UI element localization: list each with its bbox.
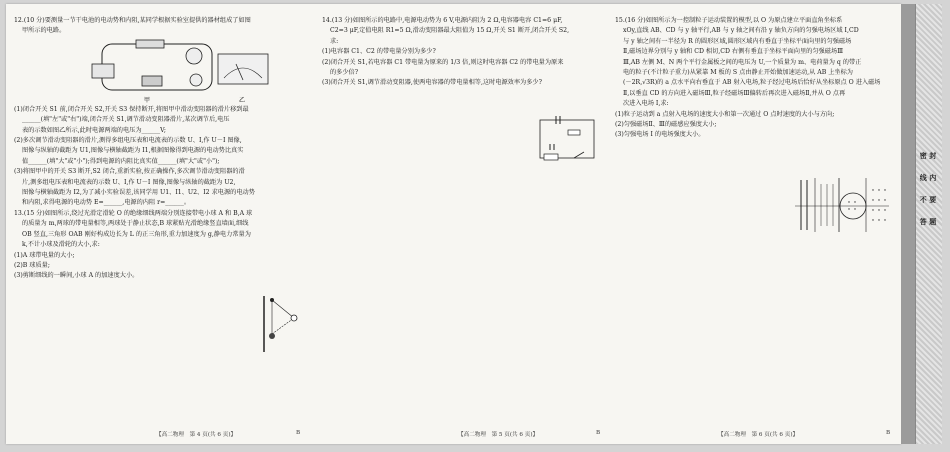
seal-line-label: 密 封 线 内 不 要 答 题 [919,151,937,226]
q13-line: OB 竖直,三角形 OAB 刚好构成边长为 L 的正三角形,重力加速度为 g,静电力常量为 [22,230,251,238]
q14-line: (1)电容器 C1、C2 的带电量分别为多少? [322,48,436,56]
q15-line: Ⅲ,AB 左侧 M、N 两个平行金属板之间的电压为 U,一个质量为 m、电荷量为 q 的带正 [623,58,862,66]
q14-line: 的多少倍? [330,69,359,77]
binding-shadow [901,4,915,444]
page-footer: 【高二物理 第 6 页(共 6 页)】 [718,432,799,438]
q15-line: (2)匀强磁场Ⅱ、Ⅲ的磁感应强度大小; [615,121,717,129]
q13-line: 13.(15 分)如图所示,绕过光滑定滑轮 O 的绝缘细线两端分别连接带电小球 A 和 B,A 球 [14,209,253,217]
q15-line: Ⅱ,磁场边界分别与 y 轴和 CD 相切,CD 右侧有垂直于坐标平面向里的匀强磁场Ⅲ [623,48,844,56]
paper-code: B [296,430,301,436]
page-footer: 【高二物理 第 4 页(共 6 页)】 [156,432,237,438]
q13-line: (3)剪断细线的一瞬间,小球 A 的加速度大小。 [14,272,139,280]
q12-part: 表的示数如图乙所示,此时电源两端的电压为______V; [22,126,167,134]
q14-line: 14.(13 分)如图所示的电路中,电源电动势为 6 V,电源内阻为 2 Ω,电容器电容 C1=6 μF, [322,17,563,24]
q15-line: xOy,直线 AB、CD 与 y 轴平行,AB 与 y 轴之间有沿 y 轴负方向的匀强电场区域 I,CD [623,27,859,35]
field-figure-q15 [791,176,891,234]
q12-part: (2)多次调节滑动变阻器的滑片,测得多组电压表和电流表的示数 U、I,作 U－I 图像, [14,137,242,145]
q12-part: 值______(填"大"或"小");得到电源的内阻比真实值______(填"大"或"小"); [22,157,220,165]
q15-line: (1)粒子运动到 a 点射入电场的速度大小和第一次通过 O 点时速度的大小与方向; [615,110,835,118]
q14-line: (2)闭合开关 S1,若电容器 C1 带电量为原来的 1/3 倍,则这时电容器 C2 的带电量为原来 [322,58,564,66]
q15-line: 15.(16 分)如图所示为一控制粒子运动装置的模型,以 O 为原点建立平面直角坐标系 [615,17,843,24]
q13-line: (2)B 球质量; [14,261,50,269]
q15-line: 次进入电场 I,求: [623,100,669,108]
pulley-figure-q13 [254,294,304,354]
q15-line: (3)匀强电场 I 的电场强度大小。 [615,131,705,139]
q12-part: 和内阻,求得电源的电动势 E=______,电源的内阻 r=______。 [22,199,191,207]
q12-line: 12.(10 分)要测量一节干电池的电动势和内阻,某同学根据实验室提供的器材组成了如图 [14,17,251,24]
q13-line: (1)A 球带电量的大小; [14,251,75,259]
q12-part: (3)将图甲中的开关 S3 断开,S2 闭合,重新实验,按正确操作,多次调节滑动变阻器的滑 [14,168,245,176]
q14-line: C2=3 μF,定值电阻 R1=5 Ω,滑动变阻器最大阻值为 15 Ω,开关 S1 断开,闭合开关 S2, [330,27,570,35]
paper-code: B [596,430,601,436]
fig-label-yi: 乙 [239,97,246,104]
q14-line: (3)闭合开关 S1,调节滑动变阻器,使两电容器的带电量相等,这时电源效率为多少? [322,79,542,87]
q15-line: (－2R,√3R)的 a 点水平向右垂直于 AB 射入电场,粒子经过电场后恰好从坐标原点 O 进入磁场 [623,79,881,87]
q12-part: (1)闭合开关 S1 前,闭合开关 S2,开关 S3 保持断开,将图甲中滑动变阻器的滑片移到最 [14,105,249,113]
q12-part: ______(填"左"或"右")端,闭合开关 S1,调节滑动变阻器滑片,某次调节后,电压 [22,116,230,124]
circuit-figure-q12 [86,38,276,108]
column-page-6 [615,16,895,141]
q13-line: 的质量为 m,两球的带电量相等,两球处于静止状态,B 球紧贴光滑绝缘竖直墙面,细线 [22,220,249,228]
q15-line: 与 y 轴之间有一半径为 R 的圆形区域,圆形区域内有垂直于坐标平面向里的匀强磁场 [623,37,852,45]
fig-label-jia: 甲 [144,97,151,104]
q15-line: Ⅱ,以垂直 CD 的方向进入磁场Ⅲ,粒子经磁场Ⅲ偏转后再次进入磁场Ⅱ,并从 O 点再 [623,89,846,97]
circuit-figure-q14 [534,114,600,164]
q12-part: 图像与纵轴的截距为 U1,图像与横轴截距为 I1,根据图像得到电源的电动势比真实 [22,147,244,155]
q12-line: 甲所示的电路。 [22,27,66,35]
q15-line: 电的粒子(不计粒子重力)从紧靠 M 板的 S 点由静止开始做加速运动,从 AB 上坐标为 [623,69,853,77]
q14-line: 求: [330,37,339,45]
exam-sheet [6,4,901,444]
q12-part: 片,测多组电压表和电流表的示数 U、I,作 U－I 图像,图像与纵轴的截距为 U2, [22,178,236,186]
q12-part: 图像与横轴截距为 I2,为了减小实验误差,该同学用 U1、I1、U2、I2 求电源的电动势 [22,189,255,197]
paper-code: B [886,430,891,436]
column-page-5 [322,16,597,89]
q13-line: k,不计小球及滑轮的大小,求: [22,241,100,249]
page-footer: 【高二物理 第 5 页(共 6 页)】 [458,432,539,438]
